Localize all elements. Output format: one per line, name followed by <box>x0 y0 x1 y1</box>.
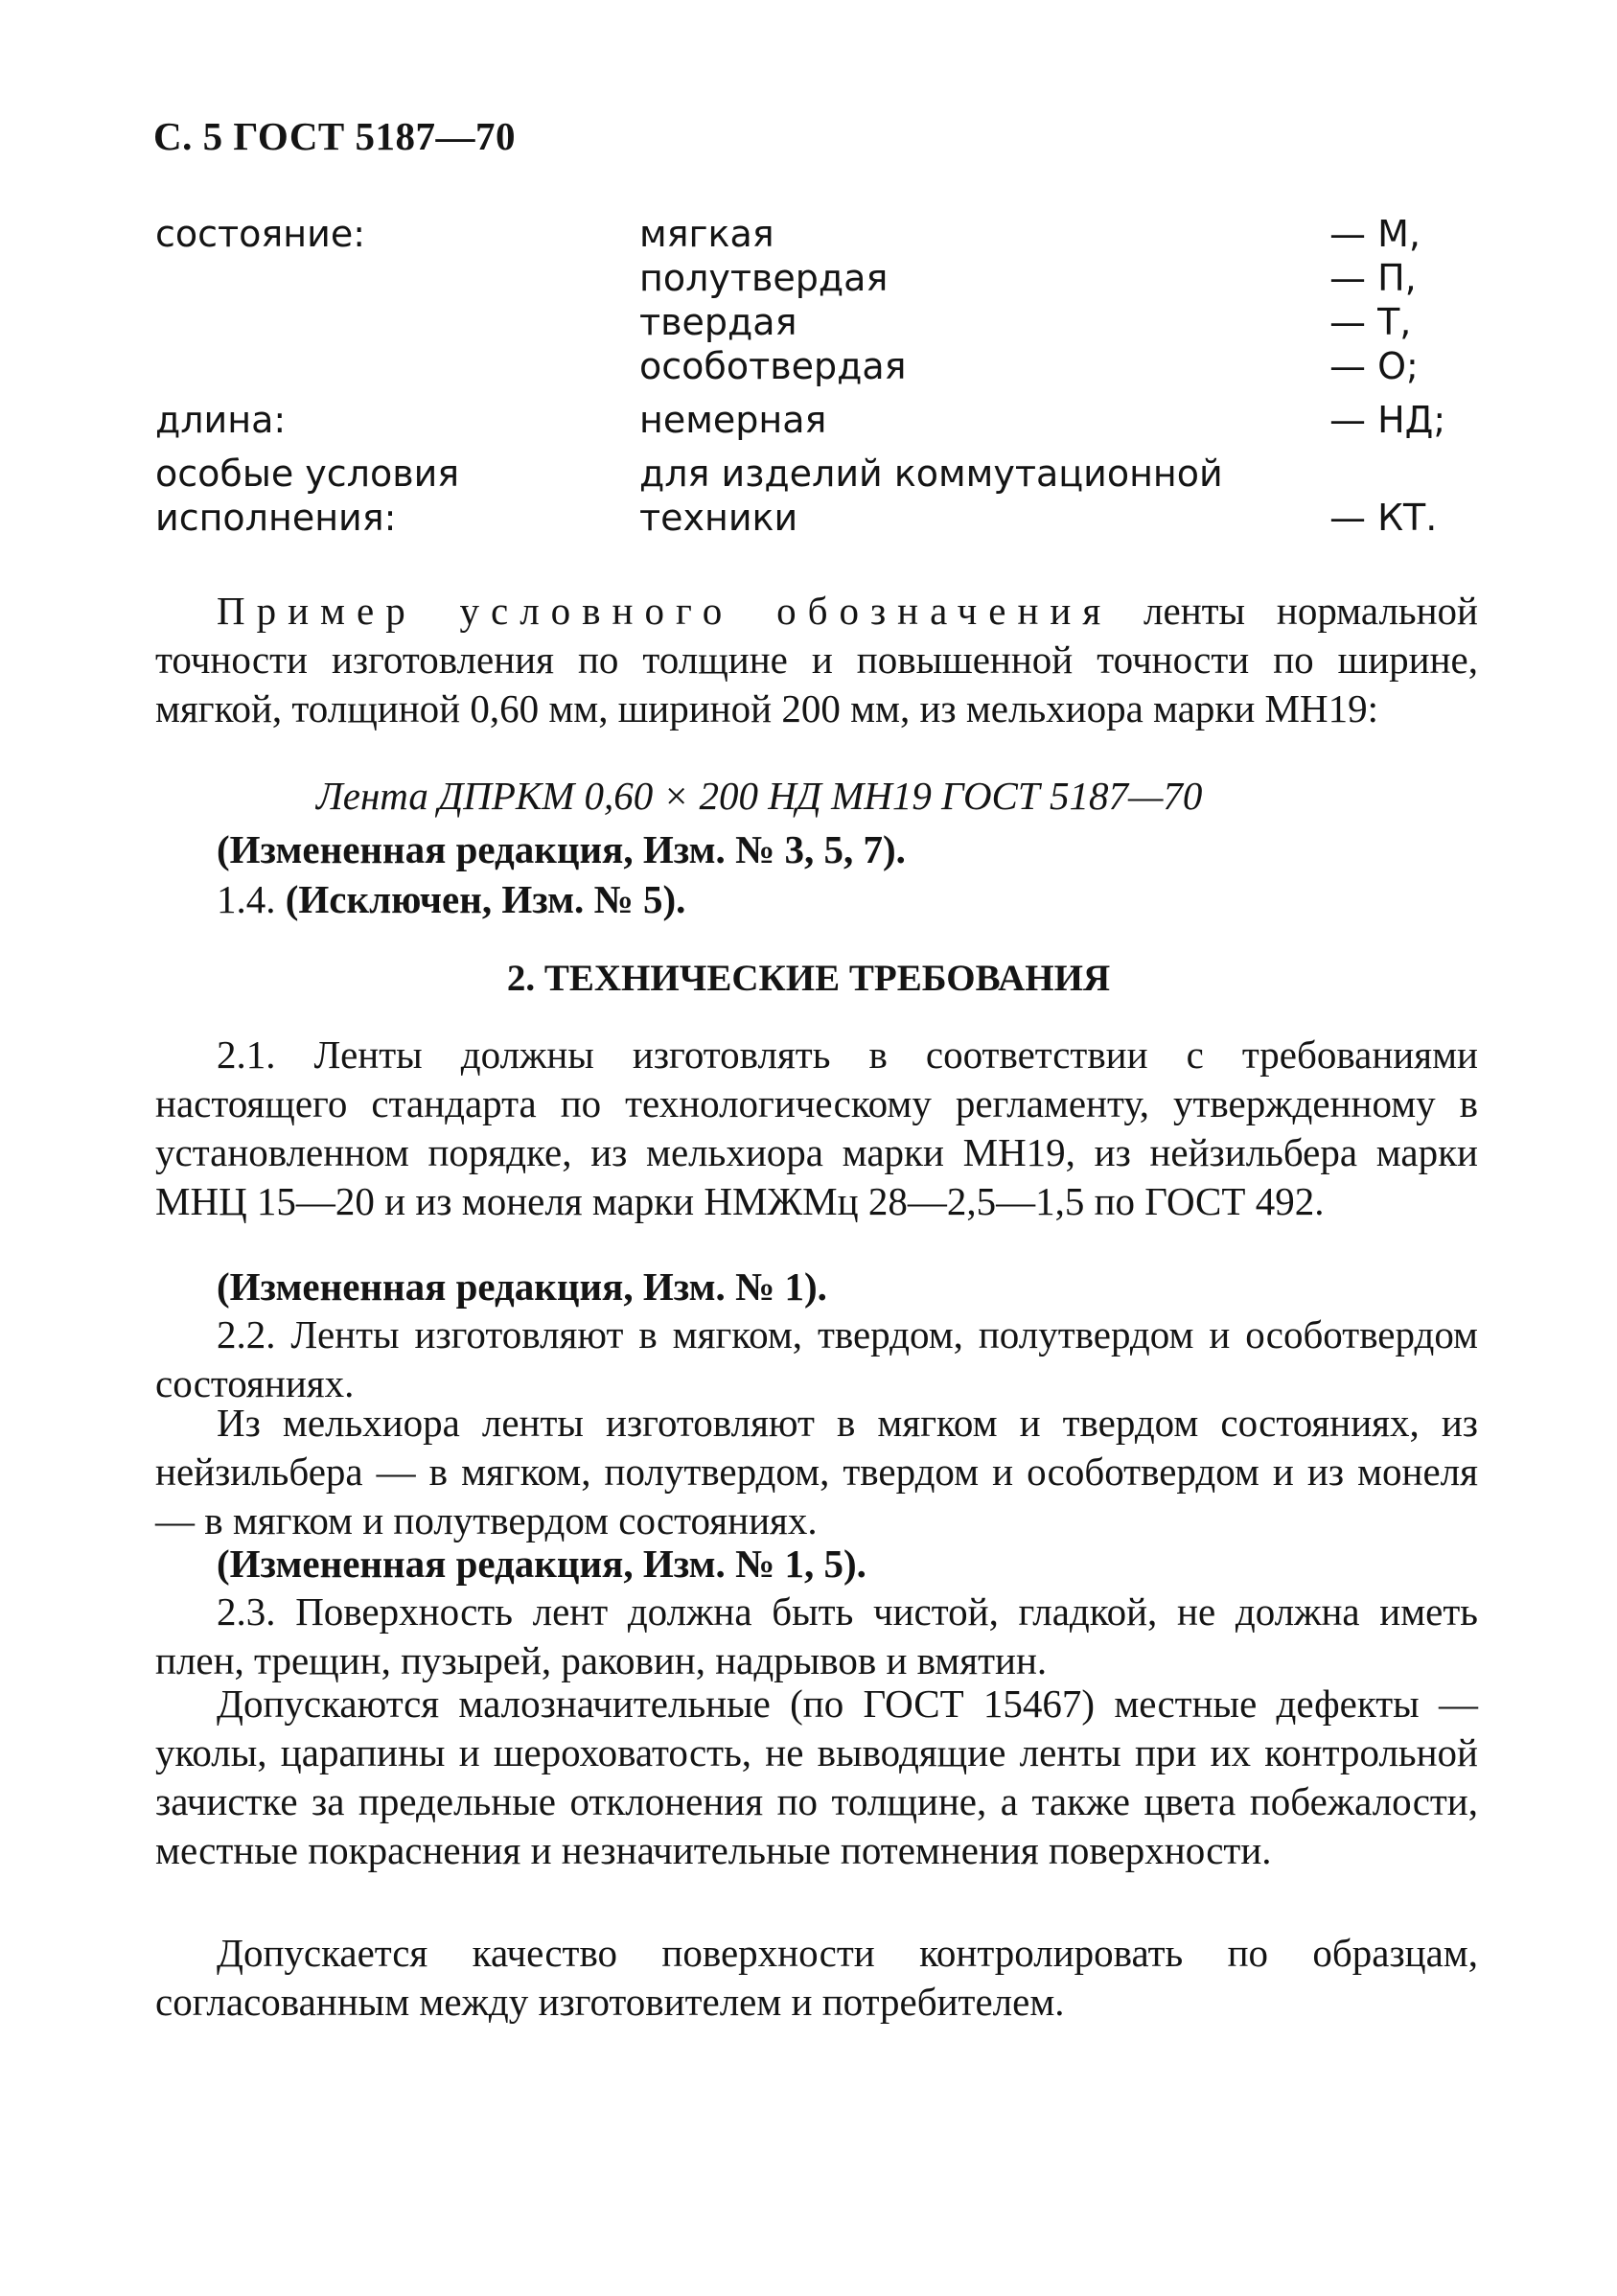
paragraph-2-2 <box>155 1310 1478 1408</box>
example-designation: Лента ДПРКМ 0,60 × 200 НД МН19 ГОСТ 5187—70 <box>316 774 1203 818</box>
designation-row <box>155 399 1478 443</box>
designation-row <box>155 301 1478 345</box>
designation-code: — П, <box>1329 257 1417 299</box>
designation-value: техники <box>639 497 798 539</box>
designation-code: — О; <box>1329 345 1419 387</box>
designation-value: твердая <box>639 301 797 343</box>
designation-code: — М, <box>1329 213 1421 255</box>
designation-row <box>155 452 1478 497</box>
amendment-note: (Измененная редакция, Изм. № 1, 5). <box>217 1542 866 1586</box>
paragraph-2-2b <box>155 1399 1478 1545</box>
designation-value: немерная <box>639 399 827 441</box>
item-1-4 <box>217 876 685 922</box>
designation-row <box>155 213 1478 257</box>
paragraph-2-1 <box>155 1031 1478 1226</box>
paragraph-2-3b <box>155 1680 1478 1875</box>
designation-row <box>155 257 1478 301</box>
section-title: 2. ТЕХНИЧЕСКИЕ ТРЕБОВАНИЯ <box>506 958 1111 999</box>
designation-label: состояние: <box>155 213 366 255</box>
designation-table <box>155 213 1478 541</box>
designation-value: для изделий коммутационной <box>639 452 1223 495</box>
paragraph-text: 2.3. Поверхность лент должна быть чистой, гладкой, не должна иметь плен, трещин, пузырей, раковин, надрывов и вмятин. <box>155 1589 1478 1682</box>
designation-value: мягкая <box>639 213 774 255</box>
designation-label: длина: <box>155 399 287 441</box>
paragraph-text: Допускается качество поверхности контролировать по образцам, согласованным между изготовителем и потребителем. <box>155 1931 1478 2024</box>
designation-row <box>155 497 1478 541</box>
amendment-note: (Измененная редакция, Изм. № 1). <box>217 1264 827 1309</box>
designation-value: особотвердая <box>639 345 907 387</box>
designation-code: — НД; <box>1329 399 1446 441</box>
amendment-note: (Измененная редакция, Изм. № 3, 5, 7). <box>217 827 906 871</box>
paragraph-2-3c <box>155 1929 1478 2027</box>
item-number: 1.4. <box>217 877 276 921</box>
designation-label: особые условия <box>155 452 460 495</box>
designation-value: полутвердая <box>639 257 889 299</box>
example-text: ленты нормальной точности изготовления по толщине и повышенной точности по ширине, мягкой, толщиной 0,60 мм, шириной 200 мм, из мельхиора марки МН19: <box>155 589 1478 731</box>
example-lead: Пример условного обозначения <box>217 589 1113 633</box>
paragraph-text: 2.2. Ленты изготовляют в мягком, твердом, полутвердом и особотвердом состояниях. <box>155 1312 1478 1405</box>
paragraph-text: 2.1. Ленты должны изготовлять в соответствии с требованиями настоящего стандарта по технологическому регламенту, утвержденному в установленном порядке, из мельхиора марки МН19, из нейзильбера марки МНЦ 15—20 и из монеля марки НМЖМц 28—2,5—1,5 по ГОСТ 492. <box>155 1032 1478 1223</box>
paragraph-2-3 <box>155 1588 1478 1685</box>
page-header: С. 5 ГОСТ 5187—70 <box>153 114 517 158</box>
item-text: (Исключен, Изм. № 5). <box>285 877 686 921</box>
example-paragraph <box>155 587 1478 733</box>
designation-code: — КТ. <box>1329 497 1438 539</box>
designation-row <box>155 345 1478 389</box>
designation-label: исполнения: <box>155 497 397 539</box>
paragraph-text: Допускаются малозначительные (по ГОСТ 15467) местные дефекты — уколы, царапины и шероховатость, не выводящие ленты при их контрольной зачистке за предельные отклонения по толщине, а также цвета побежалости, местные покраснения и незначительные потемнения поверхности. <box>155 1681 1478 1872</box>
designation-code: — Т, <box>1329 301 1412 343</box>
paragraph-text: Из мельхиора ленты изготовляют в мягком и твердом состояниях, из нейзильбера — в мягком, полутвердом, твердом и особотвердом и из монеля — в мягком и полутвердом состояниях. <box>155 1401 1478 1542</box>
